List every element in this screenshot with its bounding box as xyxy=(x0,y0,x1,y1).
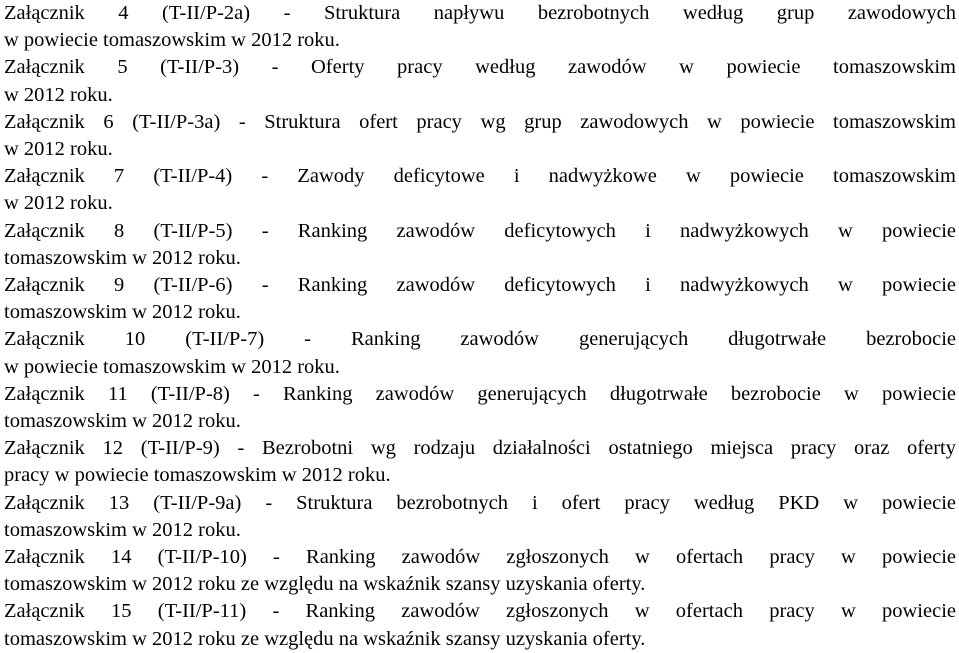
attachment-entry-line-1: Załącznik 7 (T-II/P-4) - Zawody deficytowe i nadwyżkowe w powiecie tomaszowskim xyxy=(4,165,956,188)
attachment-entry-line-1: Załącznik 11 (T-II/P-8) - Ranking zawodów generujących długotrwałe bezrobocie w powiecie xyxy=(4,382,956,405)
attachment-entry-7 xyxy=(4,163,956,217)
attachment-entry-line-2: tomaszowskim w 2012 roku ze względu na wskaźnik szansy uzyskania oferty. xyxy=(4,627,646,650)
attachment-entry-line-2: tomaszowskim w 2012 roku. xyxy=(4,301,241,324)
attachment-entry-line-1: Załącznik 13 (T-II/P-9a) - Struktura bezrobotnych i ofert pracy według PKD w powiecie xyxy=(4,491,956,514)
attachment-entry-line-2: w 2012 roku. xyxy=(4,83,113,106)
attachment-entry-line-2: w 2012 roku. xyxy=(4,138,113,161)
attachment-entry-line-1: Załącznik 10 (T-II/P-7) - Ranking zawodów generujących długotrwałe bezrobocie xyxy=(4,328,956,351)
attachment-entry-line-2: w powiecie tomaszowskim w 2012 roku. xyxy=(4,355,340,378)
attachment-entry-line-2: tomaszowskim w 2012 roku ze względu na wskaźnik szansy uzyskania oferty. xyxy=(4,573,646,596)
attachment-entry-8 xyxy=(4,218,956,272)
attachment-entry-line-1: Załącznik 15 (T-II/P-11) - Ranking zawodów zgłoszonych w ofertach pracy w powiecie xyxy=(4,600,956,623)
attachment-entry-5 xyxy=(4,54,956,108)
attachment-entry-line-2: w 2012 roku. xyxy=(4,192,113,215)
attachment-entry-15 xyxy=(4,598,956,652)
attachment-entry-6 xyxy=(4,109,956,163)
attachment-entry-line-2: tomaszowskim w 2012 roku. xyxy=(4,410,241,433)
attachment-entry-13 xyxy=(4,490,956,544)
attachment-entry-line-1: Załącznik 9 (T-II/P-6) - Ranking zawodów deficytowych i nadwyżkowych w powiecie xyxy=(4,274,956,297)
attachment-entry-line-1: Załącznik 5 (T-II/P-3) - Oferty pracy według zawodów w powiecie tomaszowskim xyxy=(4,56,956,79)
attachment-entry-12 xyxy=(4,435,956,489)
attachment-entry-4 xyxy=(4,0,956,54)
attachment-entry-11 xyxy=(4,381,956,435)
attachment-entry-line-1: Załącznik 4 (T-II/P-2a) - Struktura napływu bezrobotnych według grup zawodowych xyxy=(4,2,956,24)
attachment-entry-line-2: w powiecie tomaszowskim w 2012 roku. xyxy=(4,29,340,52)
attachment-entry-line-1: Załącznik 14 (T-II/P-10) - Ranking zawodów zgłoszonych w ofertach pracy w powiecie xyxy=(4,546,956,569)
attachment-entry-line-1: Załącznik 12 (T-II/P-9) - Bezrobotni wg rodzaju działalności ostatniego miejsca pracy oraz oferty xyxy=(4,437,956,460)
attachment-entry-line-1: Załącznik 6 (T-II/P-3a) - Struktura ofert pracy wg grup zawodowych w powiecie tomaszowskim xyxy=(4,110,956,133)
attachment-entry-10 xyxy=(4,326,956,380)
attachment-entry-line-2: tomaszowskim w 2012 roku. xyxy=(4,518,241,541)
attachment-entry-9 xyxy=(4,272,956,326)
attachment-entry-line-2: pracy w powiecie tomaszowskim w 2012 roku. xyxy=(4,464,391,487)
attachment-entry-14 xyxy=(4,544,956,598)
attachment-entry-line-2: tomaszowskim w 2012 roku. xyxy=(4,246,241,269)
attachment-entry-line-1: Załącznik 8 (T-II/P-5) - Ranking zawodów deficytowych i nadwyżkowych w powiecie xyxy=(4,219,956,242)
